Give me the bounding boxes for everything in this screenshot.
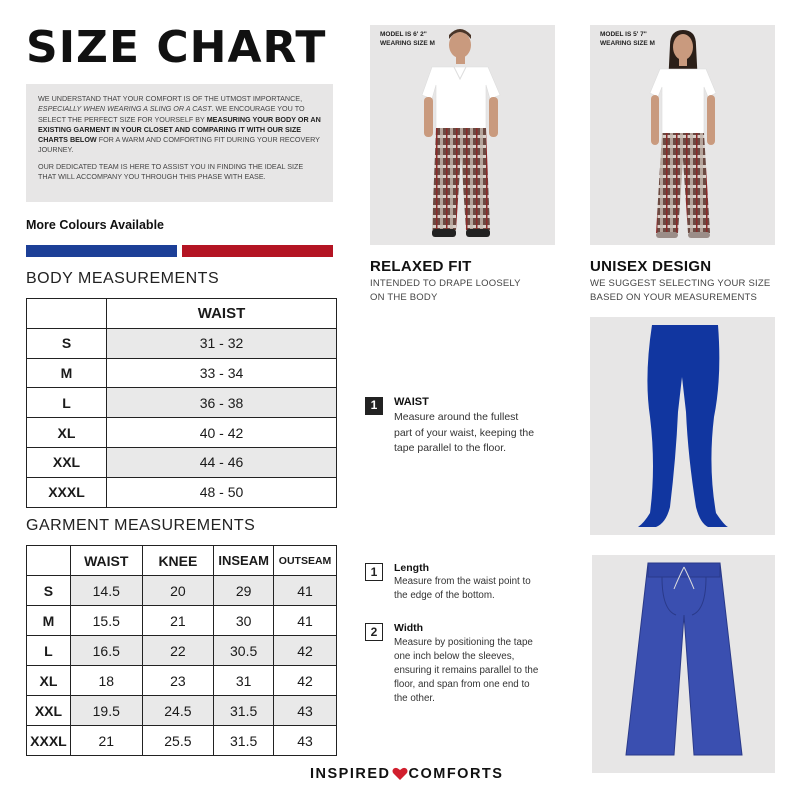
size-cell: M bbox=[27, 606, 71, 636]
relaxed-fit-description: INTENDED TO DRAPE LOOSELY ON THE BODY bbox=[370, 278, 521, 303]
outseam-cell: 41 bbox=[274, 606, 337, 636]
waist-cell: 48 - 50 bbox=[107, 477, 337, 507]
waist-instruction-title: WAIST bbox=[394, 396, 429, 408]
table-header-waist: WAIST bbox=[107, 299, 337, 329]
size-cell: XXXL bbox=[27, 726, 71, 756]
waist-cell: 31 - 32 bbox=[107, 328, 337, 358]
knee-cell: 21 bbox=[142, 606, 214, 636]
male-model-photo bbox=[370, 25, 555, 245]
outseam-cell: 43 bbox=[274, 726, 337, 756]
table-row bbox=[27, 477, 337, 507]
waist-cell: 33 - 34 bbox=[107, 358, 337, 388]
table-row bbox=[27, 576, 337, 606]
table-row bbox=[27, 606, 337, 636]
size-cell: S bbox=[27, 576, 71, 606]
width-instruction-text: Measure by positioning the tape one inch below the sleeves, ensuring it remains parallel to the floor, and span from one end to the other. bbox=[394, 637, 539, 704]
size-cell: XL bbox=[27, 418, 107, 448]
table-row bbox=[27, 388, 337, 418]
knee-cell: 23 bbox=[142, 666, 214, 696]
table-row bbox=[27, 696, 337, 726]
inseam-cell: 30 bbox=[214, 606, 274, 636]
table-header-knee: KNEE bbox=[142, 546, 214, 576]
table-row bbox=[27, 726, 337, 756]
instruction-number-badge: 1 bbox=[365, 563, 383, 581]
width-instruction-title: Width bbox=[394, 622, 424, 634]
body-measurement-diagram bbox=[590, 317, 775, 535]
waist-cell: 19.5 bbox=[70, 696, 142, 726]
colour-swatch-blue[interactable] bbox=[26, 245, 177, 257]
size-cell: XL bbox=[27, 666, 71, 696]
knee-cell: 22 bbox=[142, 636, 214, 666]
intro-paragraph-2: OUR DEDICATED TEAM IS HERE TO ASSIST YOU IN FINDING THE IDEAL SIZE THAT WILL ACCOMPANY YOU THROUGH THIS PHASE WITH EASE. bbox=[38, 161, 304, 182]
female-model-photo bbox=[590, 25, 775, 245]
body-measurements-table bbox=[26, 298, 337, 508]
table-header-inseam: INSEAM bbox=[214, 546, 274, 576]
table-row bbox=[27, 666, 337, 696]
garment-measurement-diagram bbox=[592, 555, 775, 773]
size-cell: XXXL bbox=[27, 477, 107, 507]
heart-icon bbox=[392, 767, 408, 781]
size-cell: XXL bbox=[27, 696, 71, 726]
brand-name-left: INSPIRED bbox=[310, 766, 391, 782]
body-measurements-title: BODY MEASUREMENTS bbox=[26, 270, 220, 287]
instruction-number-badge: 2 bbox=[365, 623, 383, 641]
waist-cell: 36 - 38 bbox=[107, 388, 337, 418]
size-cell: S bbox=[27, 328, 107, 358]
waist-cell: 21 bbox=[70, 726, 142, 756]
table-header-row bbox=[27, 546, 337, 576]
waist-cell: 16.5 bbox=[70, 636, 142, 666]
female-model-caption: MODEL IS 5' 7" WEARING SIZE M bbox=[600, 31, 655, 47]
waist-instruction-text: Measure around the fullest part of your waist, keeping the tape parallel to the floor. bbox=[394, 411, 535, 454]
knee-cell: 25.5 bbox=[142, 726, 214, 756]
table-row bbox=[27, 447, 337, 477]
table-header-empty bbox=[27, 546, 71, 576]
relaxed-fit-title: RELAXED FIT bbox=[370, 258, 472, 275]
intro-paragraph-1: WE UNDERSTAND THAT YOUR COMFORT IS OF THE UTMOST IMPORTANCE, ESPECIALLY WHEN WEARING A SLING OR A CAST. WE ENCOURAGE YOU TO SELECT THE PERFECT SIZE FOR YOURSELF BY MEASURING YOUR BODY OR AN EXISTING GARMENT IN YOUR CLOSET AND COMPARING IT WITH OUR SIZE CHARTS BELOW FOR A WARM AND COMFORTING FIT DURING YOUR RECOVERY JOURNEY. bbox=[38, 94, 321, 155]
instruction-number-badge: 1 bbox=[365, 397, 383, 415]
pants-outline-icon bbox=[592, 555, 775, 773]
inseam-cell: 29 bbox=[214, 576, 274, 606]
size-cell: M bbox=[27, 358, 107, 388]
brand-name-right: COMFORTS bbox=[408, 766, 504, 782]
length-instruction-text: Measure from the waist point to the edge of the bottom. bbox=[394, 576, 531, 601]
inseam-cell: 31.5 bbox=[214, 726, 274, 756]
male-model-caption: MODEL IS 6' 2" WEARING SIZE M bbox=[380, 31, 435, 47]
male-model-illustration bbox=[370, 25, 555, 245]
intro-box bbox=[26, 84, 333, 202]
outseam-cell: 43 bbox=[274, 696, 337, 726]
knee-cell: 20 bbox=[142, 576, 214, 606]
outseam-cell: 42 bbox=[274, 636, 337, 666]
table-header-empty bbox=[27, 299, 107, 329]
outseam-cell: 42 bbox=[274, 666, 337, 696]
table-row bbox=[27, 358, 337, 388]
length-instruction-title: Length bbox=[394, 562, 429, 574]
size-cell: L bbox=[27, 388, 107, 418]
table-row bbox=[27, 636, 337, 666]
unisex-design-description: WE SUGGEST SELECTING YOUR SIZE BASED ON YOUR MEASUREMENTS bbox=[590, 278, 771, 303]
garment-measurements-table bbox=[26, 545, 337, 756]
legs-silhouette-icon bbox=[590, 317, 775, 535]
table-header-outseam: OUTSEAM bbox=[274, 546, 337, 576]
waist-cell: 40 - 42 bbox=[107, 418, 337, 448]
waist-cell: 18 bbox=[70, 666, 142, 696]
inseam-cell: 31.5 bbox=[214, 696, 274, 726]
brand-logo bbox=[310, 766, 503, 782]
waist-cell: 15.5 bbox=[70, 606, 142, 636]
size-cell: XXL bbox=[27, 447, 107, 477]
outseam-cell: 41 bbox=[274, 576, 337, 606]
inseam-cell: 31 bbox=[214, 666, 274, 696]
page-title: SIZE CHART bbox=[26, 22, 327, 73]
colour-swatch-red[interactable] bbox=[182, 245, 333, 257]
waist-cell: 14.5 bbox=[70, 576, 142, 606]
inseam-cell: 30.5 bbox=[214, 636, 274, 666]
unisex-design-title: UNISEX DESIGN bbox=[590, 258, 712, 275]
table-header-row bbox=[27, 299, 337, 329]
table-row bbox=[27, 328, 337, 358]
table-row bbox=[27, 418, 337, 448]
knee-cell: 24.5 bbox=[142, 696, 214, 726]
garment-measurements-title: GARMENT MEASUREMENTS bbox=[26, 517, 256, 534]
waist-cell: 44 - 46 bbox=[107, 447, 337, 477]
table-header-waist: WAIST bbox=[70, 546, 142, 576]
more-colours-label: More Colours Available bbox=[26, 218, 164, 232]
female-model-illustration bbox=[590, 25, 775, 245]
size-cell: L bbox=[27, 636, 71, 666]
